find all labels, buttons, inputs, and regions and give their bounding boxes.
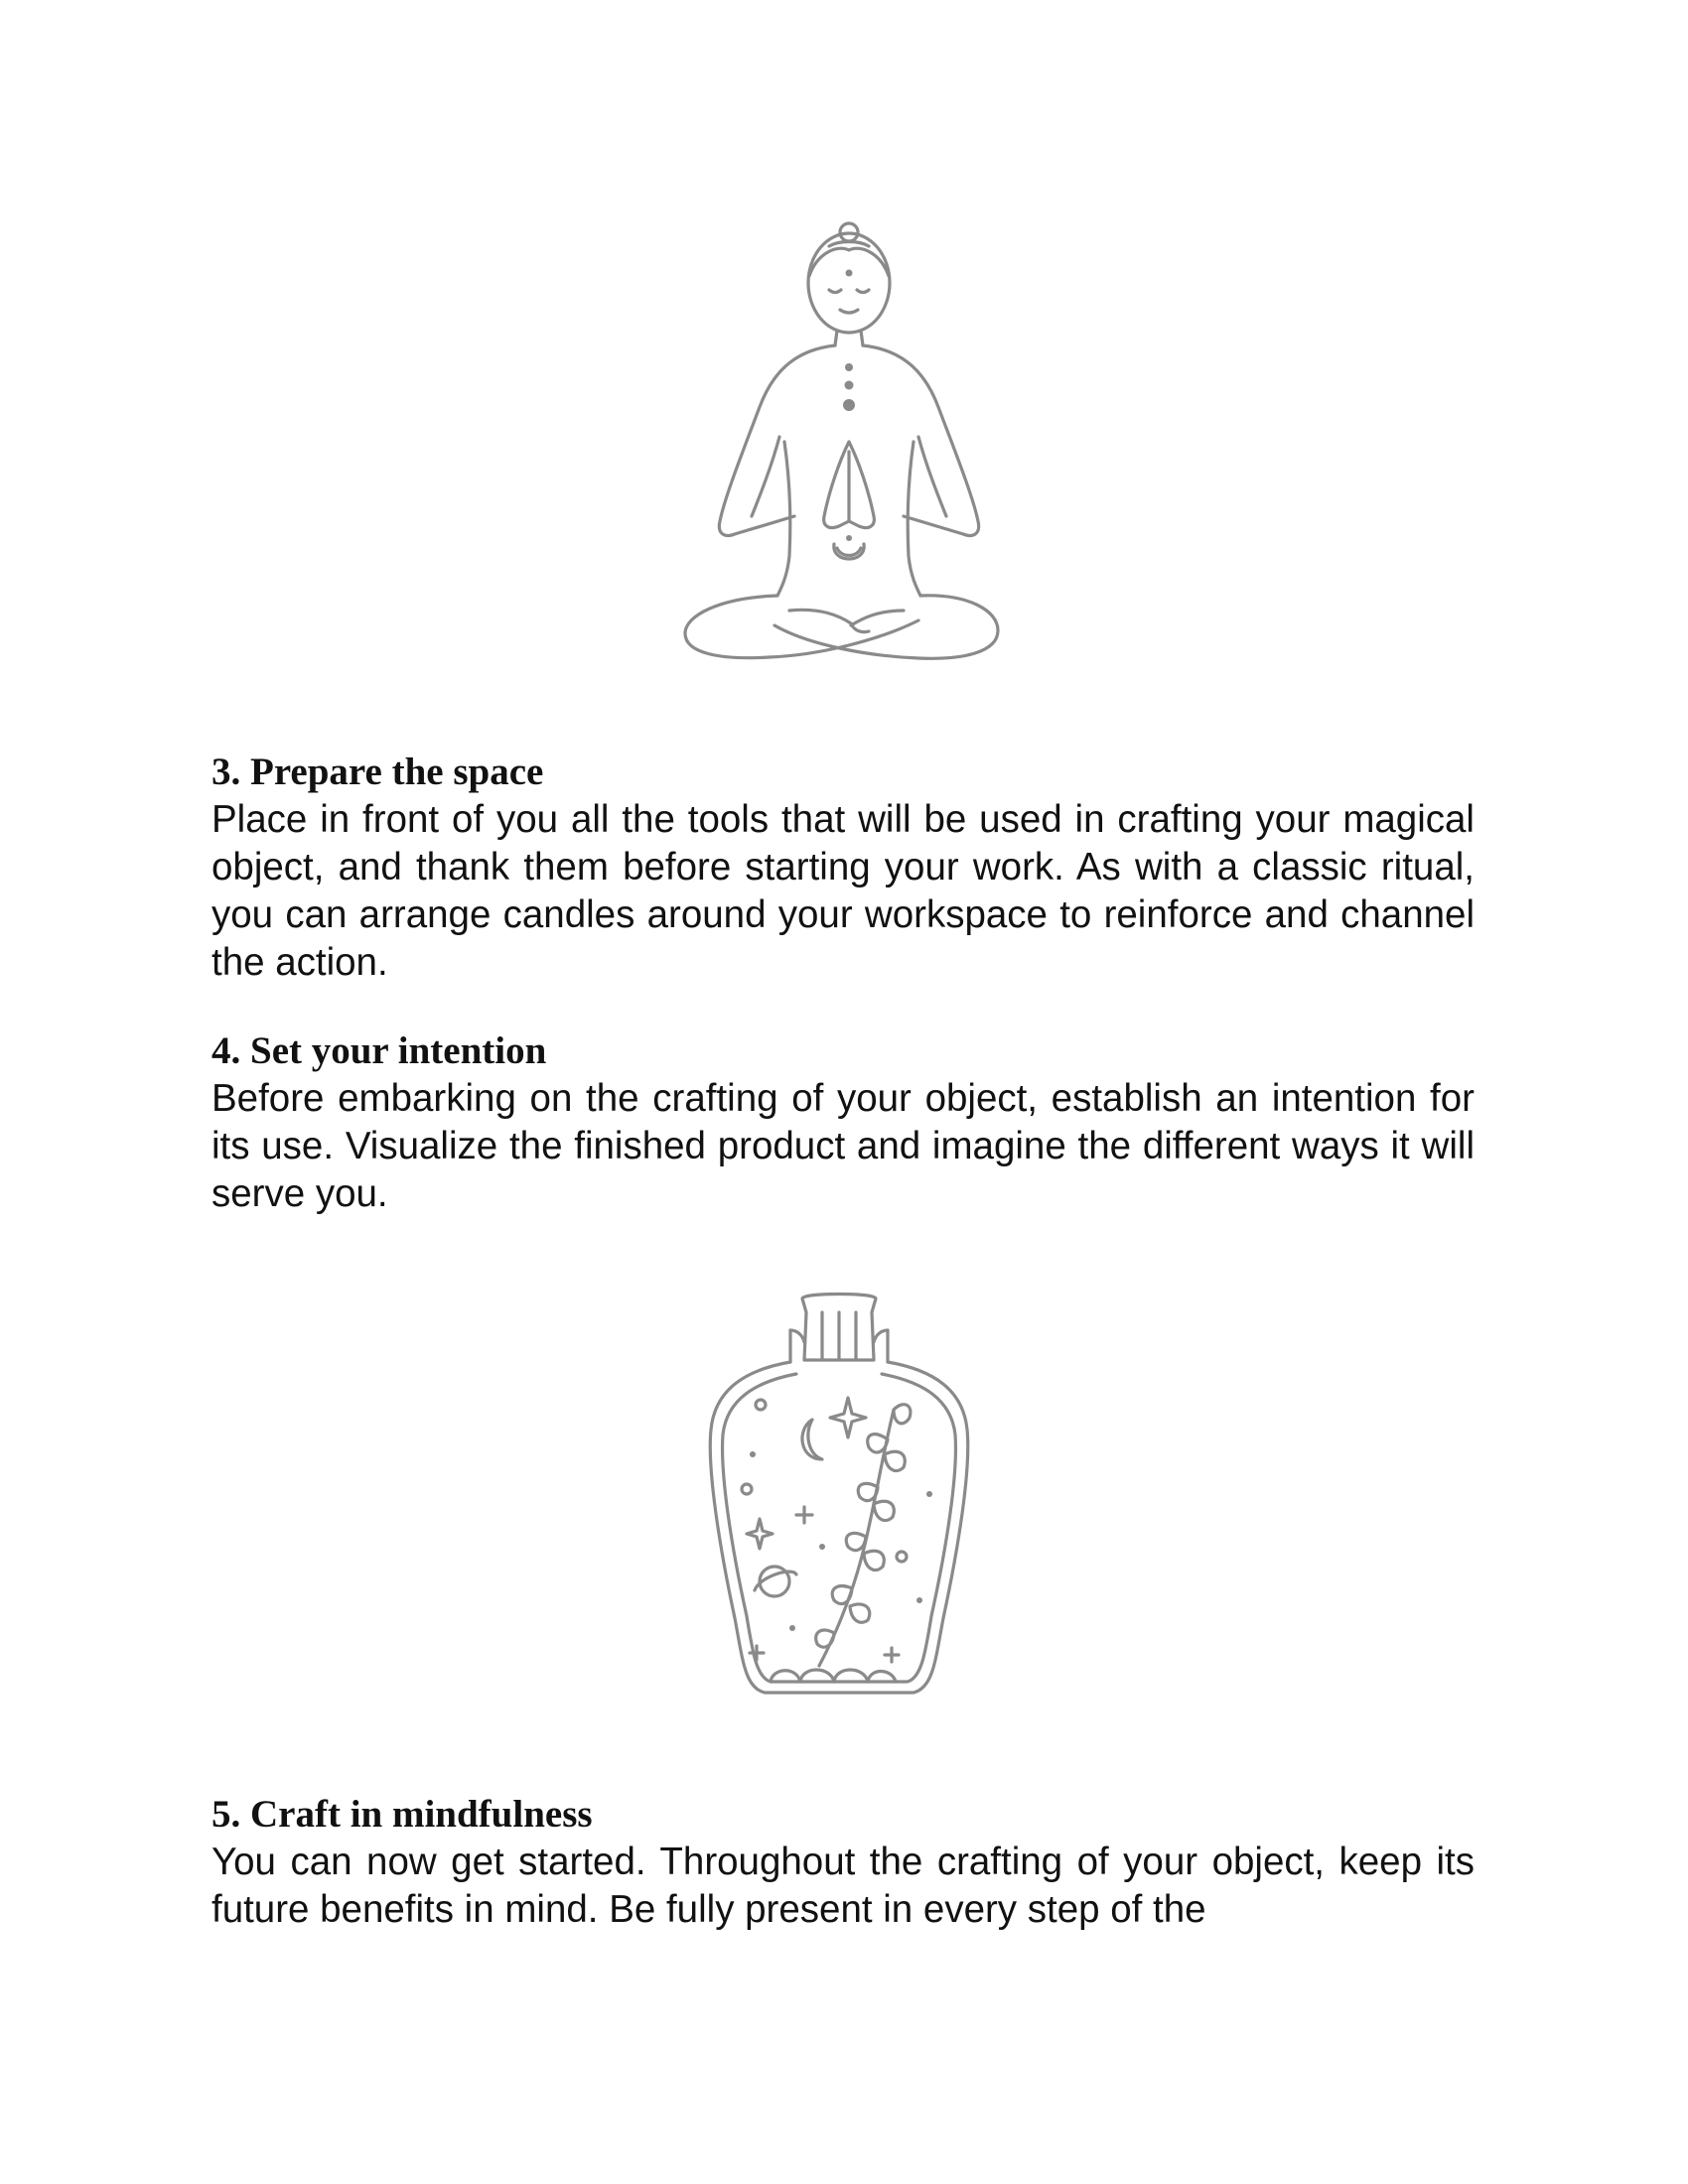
magic-jar-icon — [705, 1291, 973, 1703]
meditation-figure-icon — [680, 218, 1003, 665]
section-heading: 5. Craft in mindfulness — [211, 1793, 593, 1836]
section-heading: 3. Prepare the space — [211, 751, 544, 793]
section-heading: 4. Set your intention — [211, 1029, 547, 1072]
section-prepare-space — [211, 749, 1475, 987]
section-body: Place in front of you all the tools that will be used in crafting your magical object, and thank them before starting your work. As with a classic ritual, you can arrange candles around your workspace to reinforce and channel the action. — [211, 798, 1475, 984]
section-body: You can now get started. Throughout the crafting of your object, keep its future benefits in mind. Be fully present in every step of the — [211, 1841, 1475, 1931]
section-set-intention — [211, 1027, 1475, 1218]
section-body: Before embarking on the crafting of your object, establish an intention for its use. Visualize the finished product and imagine the different ways it will serve you. — [211, 1077, 1475, 1215]
section-craft-mindfulness — [211, 1791, 1475, 1934]
